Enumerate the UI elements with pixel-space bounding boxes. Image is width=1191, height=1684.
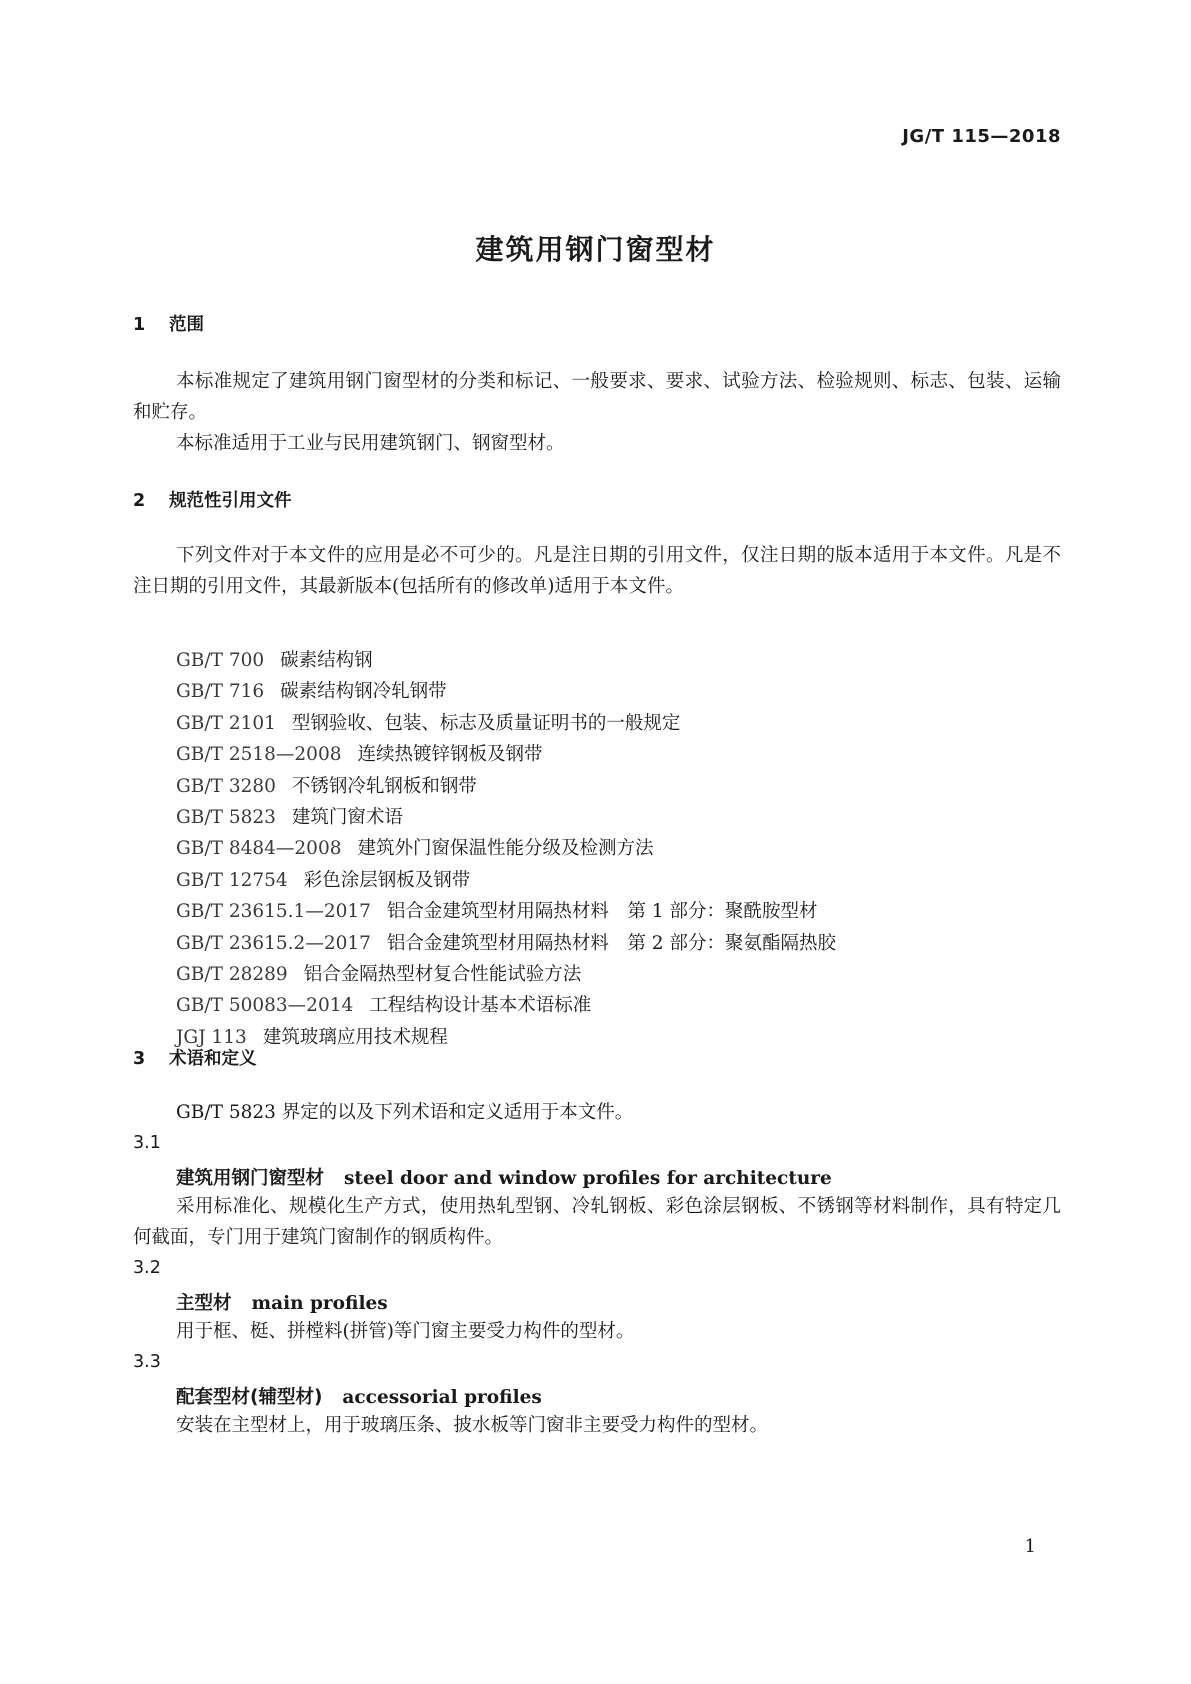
term-name-zh: 主型材 [176,1293,232,1314]
normative-refs-intro: 下列文件对于本文件的应用是必不可少的。凡是注日期的引用文件，仅注日期的版本适用于本文件。凡是不注日期的引用文件，其最新版本(包括所有的修改单)适用于本文件。 [133,545,1061,597]
reference-code: GB/T 28289 [176,963,288,985]
reference-title: 型钢验收、包装、标志及质量证明书的一般规定 [291,712,681,734]
reference-item [176,959,836,990]
reference-code: GB/T 23615.1—2017 [176,901,371,923]
section-number: 3 [133,1049,146,1069]
term-definition: 采用标准化、规模化生产方式，使用热轧型钢、冷轧钢板、彩色涂层钢板、不锈钢等材料制作，具有特定几何截面，专门用于建筑门窗制作的钢质构件。 [133,1196,1061,1248]
reference-item [176,990,836,1021]
reference-code: GB/T 700 [176,650,265,671]
reference-code: GB/T 23615.2—2017 [176,932,371,954]
reference-title: 铝合金建筑型材用隔热材料 第 1 部分：聚酰胺型材 [386,901,818,923]
reference-code: GB/T 8484—2008 [176,838,342,860]
reference-item [176,645,836,676]
section-heading-terms [133,1045,257,1070]
reference-title: 建筑外门窗保温性能分级及检测方法 [357,838,654,860]
section-title: 范围 [169,315,204,335]
reference-item [176,865,836,896]
term-definition: 用于框、梃、拼樘料(拼管)等门窗主要受力构件的型材。 [176,1321,635,1342]
reference-code: GB/T 3280 [176,775,276,797]
term-number: 3.1 [133,1133,161,1153]
reference-item [176,771,836,802]
section-title: 规范性引用文件 [169,491,292,511]
reference-code: GB/T 2101 [176,712,276,734]
reference-title: 彩色涂层钢板及钢带 [303,869,471,891]
term-number: 3.3 [133,1352,161,1372]
term-number: 3.2 [133,1258,161,1278]
term-heading [176,1289,388,1315]
reference-item [176,802,836,833]
term-heading [176,1383,542,1409]
reference-title: 不锈钢冷轧钢板和钢带 [291,775,477,797]
reference-title: 工程结构设计基本术语标准 [369,995,592,1017]
reference-item [176,1022,836,1053]
reference-item [176,708,836,739]
term-name-en: main profiles [251,1293,388,1314]
term-name-en: steel door and window profiles for architecture [344,1168,832,1189]
reference-code: GB/T 5823 [176,806,276,828]
document-title: 建筑用钢门窗型材 [475,233,716,266]
reference-code: GB/T 12754 [176,869,288,891]
reference-list [176,645,836,1053]
reference-title: 建筑玻璃应用技术规程 [262,1026,448,1048]
page-number: 1 [1024,1536,1036,1557]
reference-item [176,676,836,707]
term-name-zh: 配套型材(辅型材) [176,1387,323,1408]
term-heading [176,1164,832,1190]
reference-title: 连续热镀锌钢板及钢带 [357,744,543,766]
terms-intro: GB/T 5823 界定的以及下列术语和定义适用于本文件。 [176,1102,634,1123]
section-heading-normative-refs [133,487,292,512]
term-name-en: accessorial profiles [342,1387,542,1408]
reference-code: GB/T 50083—2014 [176,995,354,1017]
reference-item [176,739,836,770]
section-number: 2 [133,491,146,511]
scope-paragraph-2: 本标准适用于工业与民用建筑钢门、钢窗型材。 [176,433,565,454]
reference-item [176,928,836,959]
reference-code: GB/T 2518—2008 [176,744,342,766]
section-title: 术语和定义 [169,1049,257,1069]
reference-title: 碳素结构钢冷轧钢带 [280,681,447,703]
scope-paragraph-1: 本标准规定了建筑用钢门窗型材的分类和标记、一般要求、要求、试验方法、检验规则、标志、包装、运输和贮存。 [133,371,1061,423]
term-definition: 安装在主型材上，用于玻璃压条、披水板等门窗非主要受力构件的型材。 [176,1415,769,1436]
standard-code: JG/T 115—2018 [902,126,1061,147]
reference-code: GB/T 716 [176,681,265,703]
section-number: 1 [133,315,146,335]
reference-item [176,896,836,927]
reference-title: 铝合金隔热型材复合性能试验方法 [303,963,582,985]
reference-title: 建筑门窗术语 [291,806,403,828]
reference-title: 碳素结构钢 [280,650,373,671]
reference-code: JGJ 113 [176,1026,247,1048]
reference-item [176,833,836,864]
reference-title: 铝合金建筑型材用隔热材料 第 2 部分：聚氨酯隔热胶 [386,932,836,954]
section-heading-scope [133,311,204,336]
term-name-zh: 建筑用钢门窗型材 [176,1168,325,1189]
